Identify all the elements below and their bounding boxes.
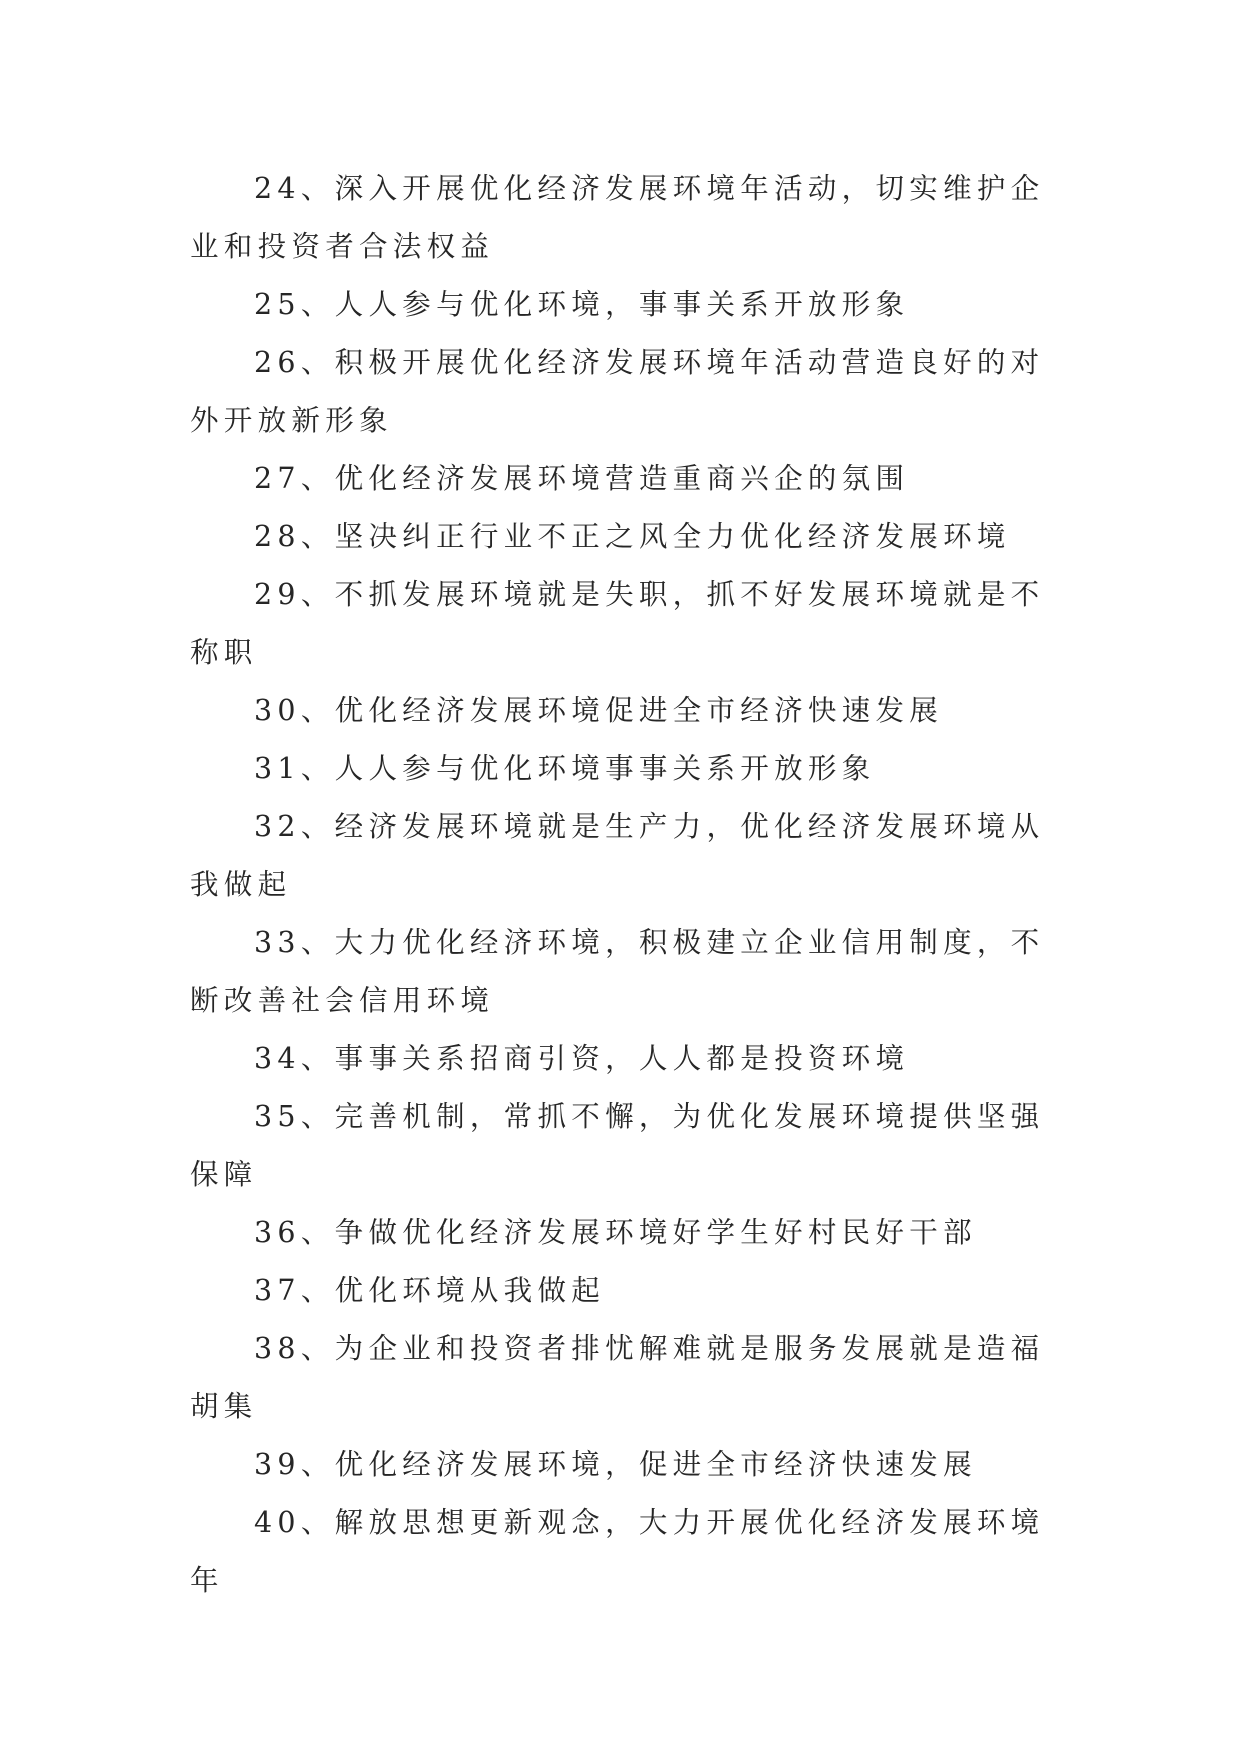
slogan-item-24: 24、深入开展优化经济发展环境年活动，切实维护企业和投资者合法权益: [190, 172, 1045, 263]
slogan-item-35: 35、完善机制，常抓不懈，为优化发展环境提供坚强保障: [190, 1100, 1045, 1191]
slogan-item-30: 30、优化经济发展环境促进全市经济快速发展: [254, 694, 944, 727]
slogan-item-39: 39、优化经济发展环境，促进全市经济快速发展: [254, 1448, 977, 1481]
slogan-item-37: 37、优化环境从我做起: [254, 1274, 606, 1307]
slogan-item-31: 31、人人参与优化环境事事关系开放形象: [254, 752, 876, 785]
slogan-list: [190, 160, 1052, 1610]
slogan-item-27: 27、优化经济发展环境营造重商兴企的氛围: [254, 462, 910, 495]
slogan-item-40: 40、解放思想更新观念，大力开展优化经济发展环境年: [190, 1506, 1045, 1597]
slogan-item-29: 29、不抓发展环境就是失职，抓不好发展环境就是不称职: [190, 578, 1045, 669]
slogan-item-25: 25、人人参与优化环境，事事关系开放形象: [254, 288, 910, 321]
slogan-item-36: 36、争做优化经济发展环境好学生好村民好干部: [254, 1216, 977, 1249]
slogan-item-26: 26、积极开展优化经济发展环境年活动营造良好的对外开放新形象: [190, 346, 1045, 437]
slogan-item-32: 32、经济发展环境就是生产力，优化经济发展环境从我做起: [190, 810, 1045, 901]
slogan-item-33: 33、大力优化经济环境，积极建立企业信用制度，不断改善社会信用环境: [190, 926, 1045, 1017]
slogan-item-34: 34、事事关系招商引资，人人都是投资环境: [254, 1042, 910, 1075]
slogan-item-28: 28、坚决纠正行业不正之风全力优化经济发展环境: [254, 520, 1011, 553]
slogan-item-38: 38、为企业和投资者排忧解难就是服务发展就是造福胡集: [190, 1332, 1045, 1423]
